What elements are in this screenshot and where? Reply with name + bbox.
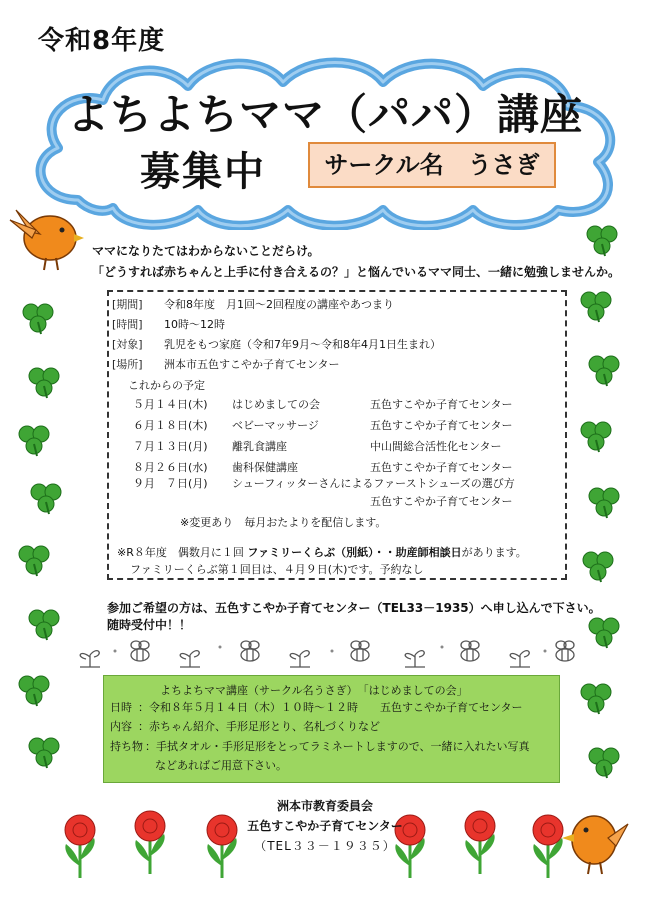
schedule-place: 五色すこやか子育てセンター bbox=[370, 495, 513, 508]
bee-icon bbox=[461, 641, 479, 661]
footer-center: 五色すこやか子育てセンター bbox=[247, 819, 403, 833]
r8-note-highlight: ファミリーくらぶ（別紙）・・助産師相談日 bbox=[247, 546, 462, 559]
change-note: ※変更あり 毎月おたよりを配信します。 bbox=[180, 516, 387, 529]
schedule-date: ９月 ７日(月) bbox=[133, 477, 208, 490]
clover-icon-right-7 bbox=[589, 618, 619, 648]
clover-icon-right-4 bbox=[581, 422, 611, 452]
schedule-heading: これからの予定 bbox=[128, 379, 205, 392]
schedule-title: はじめましての会 bbox=[232, 398, 320, 411]
info-key: [対象] bbox=[112, 338, 143, 351]
info-key: [時間] bbox=[112, 318, 143, 331]
schedule-title: 歯科保健講座 bbox=[232, 461, 298, 474]
info-row-time bbox=[112, 317, 225, 333]
info-row-place bbox=[112, 357, 340, 373]
schedule-date: ６月１８日(木) bbox=[133, 419, 208, 432]
schedule-title: シューフィッターさんによるファーストシューズの選び方 bbox=[232, 477, 515, 490]
schedule-date: ７月１３日(月) bbox=[133, 440, 208, 453]
clover-icon-left-7 bbox=[19, 676, 49, 706]
sprout-icon bbox=[405, 651, 425, 667]
bee-icon bbox=[351, 641, 369, 661]
recruit-heading: 募集中 bbox=[140, 149, 266, 195]
schedule-place: 五色すこやか子育てセンター bbox=[370, 461, 513, 474]
clover-icon-right-3 bbox=[589, 356, 619, 386]
clover-icon-right-9 bbox=[589, 748, 619, 778]
clover-icon-right-6 bbox=[583, 552, 613, 582]
info-box bbox=[107, 290, 567, 580]
apply-line-2: 随時受付中！！ bbox=[107, 618, 192, 632]
clover-icon-left-3 bbox=[19, 426, 49, 456]
info-value: 10時～12時 bbox=[164, 318, 225, 331]
clover-icon-right-5 bbox=[589, 488, 619, 518]
bee-icon bbox=[556, 641, 574, 661]
r8-note-line-2: ファミリーくらぶ第１回目は、４月９日(木)です。予約なし bbox=[130, 563, 424, 576]
sprout-icon bbox=[80, 651, 100, 667]
decorative-icon-row bbox=[70, 637, 580, 671]
info-value: 洲本市五色すこやか子育てセンター bbox=[164, 358, 340, 371]
info-key: [期間] bbox=[112, 298, 143, 311]
event-items-value-2: などあればご用意下さい。 bbox=[155, 759, 287, 772]
info-row-period bbox=[112, 297, 394, 313]
bee-icon bbox=[131, 641, 149, 661]
footer-org: 洲本市教育委員会 bbox=[276, 799, 373, 813]
intro-line-1: ママになりたてはわからないことだらけ。 bbox=[92, 244, 320, 258]
r8-note-prefix: ※R８年度 偶数月に１回 bbox=[117, 546, 244, 559]
info-value: 乳児をもつ家庭（令和7年9月～令和8年4月1日生まれ） bbox=[164, 338, 441, 351]
event-items-value: ：手拭タオル・手形足形をとってラミネートしますので、一緒に入れたい写真 bbox=[145, 740, 530, 753]
event-content-label: 内容 bbox=[110, 720, 132, 733]
sprout-icon bbox=[180, 651, 200, 667]
schedule-place: 中山間総合活性化センター bbox=[370, 440, 502, 453]
clover-icon-left-1 bbox=[23, 304, 53, 334]
bee-icon bbox=[241, 641, 259, 661]
sprout-icon bbox=[510, 651, 530, 667]
clover-icon-left-2 bbox=[29, 368, 59, 398]
r8-note-line-1 bbox=[117, 544, 527, 560]
page-title: よちよちママ（パパ）講座 bbox=[66, 90, 583, 139]
clover-icon-left-4 bbox=[31, 484, 61, 514]
event-heading: よちよちママ講座（サークル名うさぎ） 「はじめましての会」 bbox=[160, 684, 468, 697]
event-date-label: 日時 bbox=[110, 701, 132, 714]
clover-icon-left-8 bbox=[29, 738, 59, 768]
clover-icon-right-8 bbox=[581, 684, 611, 714]
event-items-label: 持ち物 bbox=[110, 740, 143, 753]
info-value: 令和8年度 月1回～2回程度の講座やあつまり bbox=[164, 298, 394, 311]
schedule-title: ベビーマッサージ bbox=[232, 419, 319, 432]
schedule-date: ８月２６日(水) bbox=[133, 461, 208, 474]
clover-icon-right-2 bbox=[581, 292, 611, 322]
schedule-title: 離乳食講座 bbox=[232, 440, 287, 453]
intro-line-2: 「どうすれば赤ちゃんと上手に付き合えるの？」と悩んでいるママ同士、一緒に勉強しませんか。 bbox=[92, 265, 621, 279]
info-row-target bbox=[112, 337, 441, 353]
sparkle-dots bbox=[114, 646, 547, 653]
schedule-place: 五色すこやか子育てセンター bbox=[370, 419, 513, 432]
footer-tel: （TEL３３－１９３５） bbox=[254, 839, 396, 853]
r8-note-tail: があります。 bbox=[461, 546, 527, 559]
circle-name-badge: サークル名 うさぎ bbox=[308, 142, 556, 188]
sprout-icon bbox=[290, 651, 310, 667]
schedule-date: ５月１４日(木) bbox=[133, 398, 208, 411]
info-key: [場所] bbox=[112, 358, 143, 371]
event-date-value: ：令和８年５月１４日（木）１０時～１２時 五色すこやか子育てセンター bbox=[138, 701, 523, 714]
event-content-value: ：赤ちゃん紹介、手形足形とり、名札づくりなど bbox=[138, 720, 380, 733]
clover-icon-left-6 bbox=[29, 610, 59, 640]
apply-line-1: 参加ご希望の方は、五色すこやか子育てセンター（TEL33－1935）へ申し込んで下さい。 bbox=[107, 601, 601, 615]
schedule-place: 五色すこやか子育てセンター bbox=[370, 398, 513, 411]
year-label: 令和8年度 bbox=[38, 26, 166, 56]
clover-icon-right-1 bbox=[587, 226, 617, 256]
clover-icon-left-5 bbox=[19, 546, 49, 576]
